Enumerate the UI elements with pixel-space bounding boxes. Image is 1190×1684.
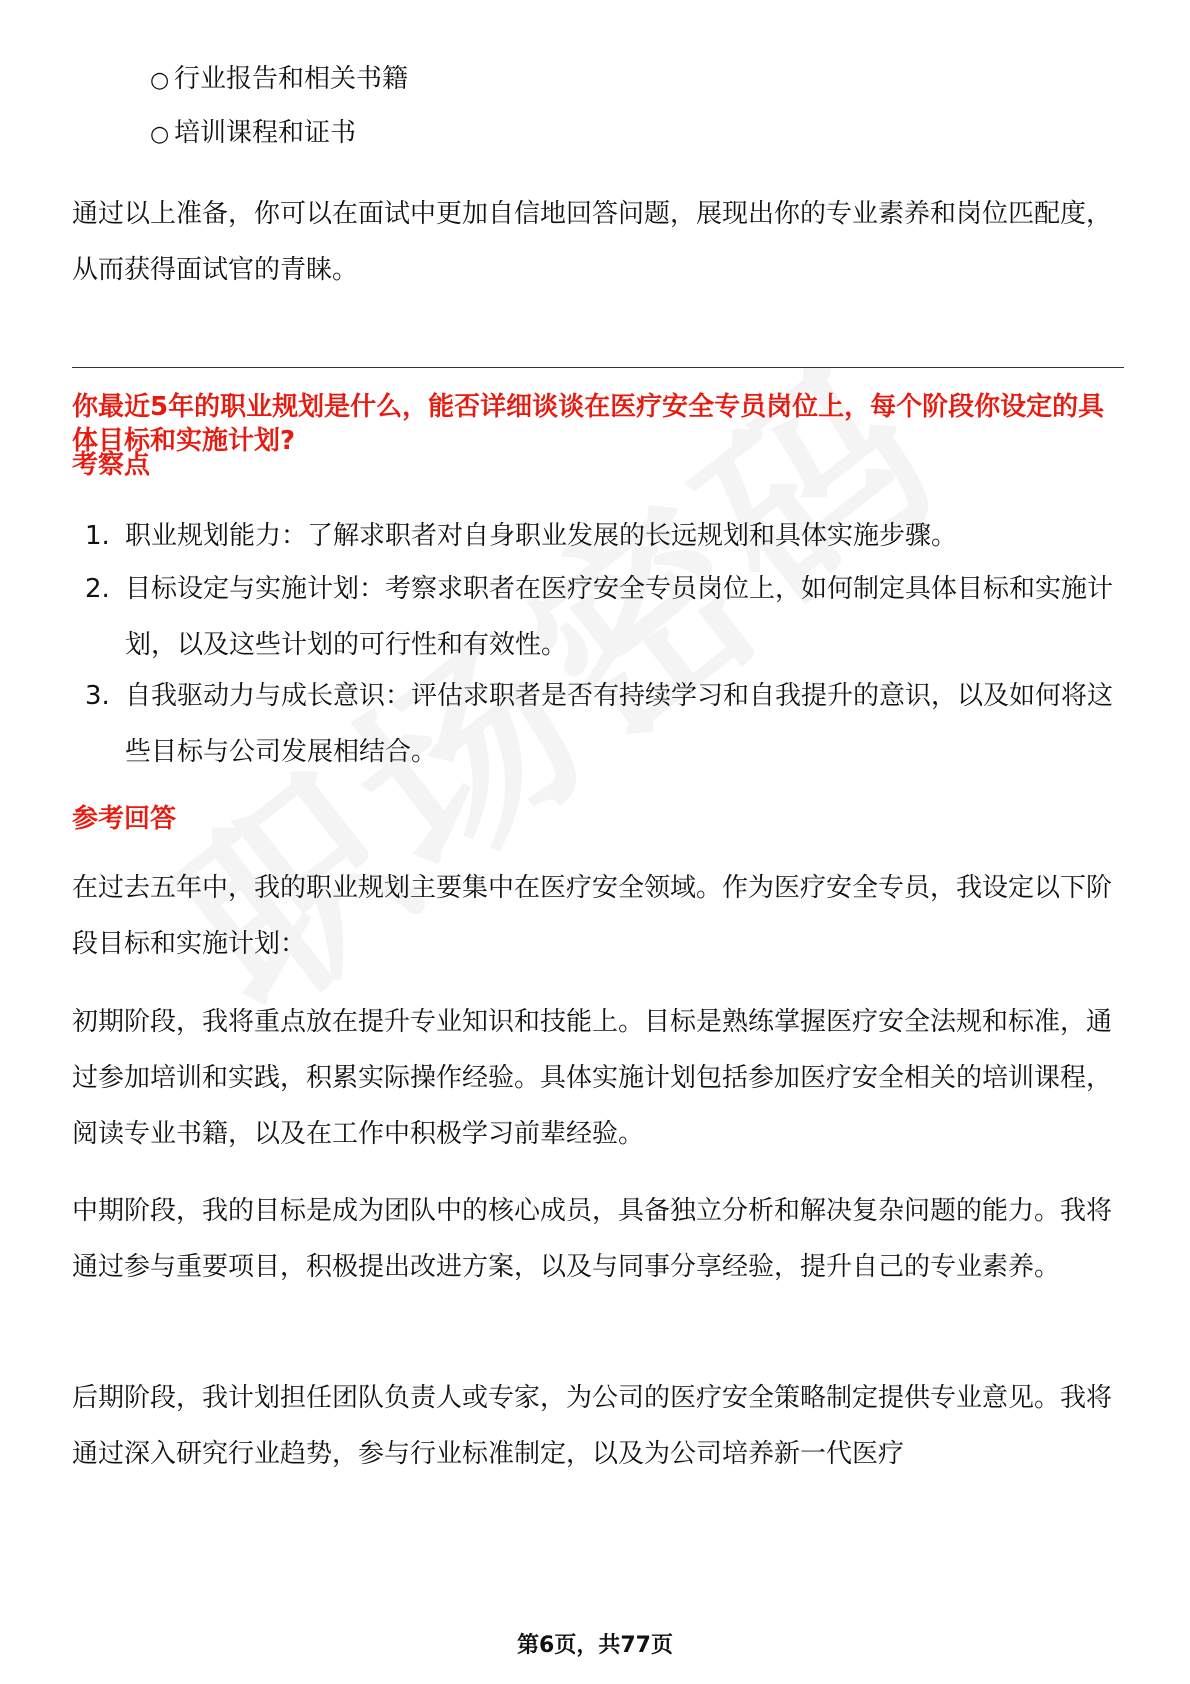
item-number: 3. [85, 681, 110, 711]
list-item-text: 培训课程和证书 [174, 118, 357, 148]
answer-paragraph: 在过去五年中，我的职业规划主要集中在医疗安全领域。作为医疗安全专员，我设定以下阶段目标和实施计划： [72, 873, 1113, 959]
list-item-text: 行业报告和相关书籍 [174, 64, 409, 94]
circle-bullet-icon: ○ [150, 122, 170, 147]
divider [72, 367, 1124, 368]
list-item [150, 64, 408, 96]
item-text: 目标设定与实施计划：考察求职者在医疗安全专员岗位上，如何制定具体目标和实施计划，以及这些计划的可行性和有效性。 [125, 574, 1114, 660]
item-number: 2. [85, 574, 110, 604]
intro-paragraph: 通过以上准备，你可以在面试中更加自信地回答问题，展现出你的专业素养和岗位匹配度，从而获得面试官的青睐。 [72, 199, 1113, 285]
list-item [150, 118, 356, 150]
item-number: 1. [85, 521, 110, 551]
exam-point-item [85, 668, 1125, 780]
exam-point-item [85, 561, 1125, 673]
answer-paragraph: 中期阶段，我的目标是成为团队中的核心成员，具备独立分析和解决复杂问题的能力。我将通过参与重要项目，积极提出改进方案，以及与同事分享经验，提升自己的专业素养。 [72, 1196, 1113, 1282]
circle-bullet-icon: ○ [150, 68, 170, 93]
item-text: 自我驱动力与成长意识：评估求职者是否有持续学习和自我提升的意识，以及如何将这些目标与公司发展相结合。 [125, 681, 1114, 767]
answer-paragraph: 初期阶段，我将重点放在提升专业知识和技能上。目标是熟练掌握医疗安全法规和标准，通过参加培训和实践，积累实际操作经验。具体实施计划包括参加医疗安全相关的培训课程，阅读专业书籍，以及在工作中积极学习前辈经验。 [72, 1007, 1113, 1149]
page-footer: 第6页，共77页 [517, 1633, 673, 1658]
answer-heading: 参考回答 [72, 804, 177, 834]
item-text: 职业规划能力：了解求职者对自身职业发展的长远规划和具体实施步骤。 [125, 521, 958, 551]
question-heading: 你最近5年的职业规划是什么，能否详细谈谈在医疗安全专员岗位上，每个阶段你设定的具体目标和实施计划? [72, 392, 1105, 456]
exam-points-heading: 考察点 [72, 450, 151, 480]
exam-point-item [85, 508, 1125, 564]
answer-paragraph: 后期阶段，我计划担任团队负责人或专家，为公司的医疗安全策略制定提供专业意见。我将通过深入研究行业趋势，参与行业标准制定，以及为公司培养新一代医疗 [72, 1383, 1113, 1469]
